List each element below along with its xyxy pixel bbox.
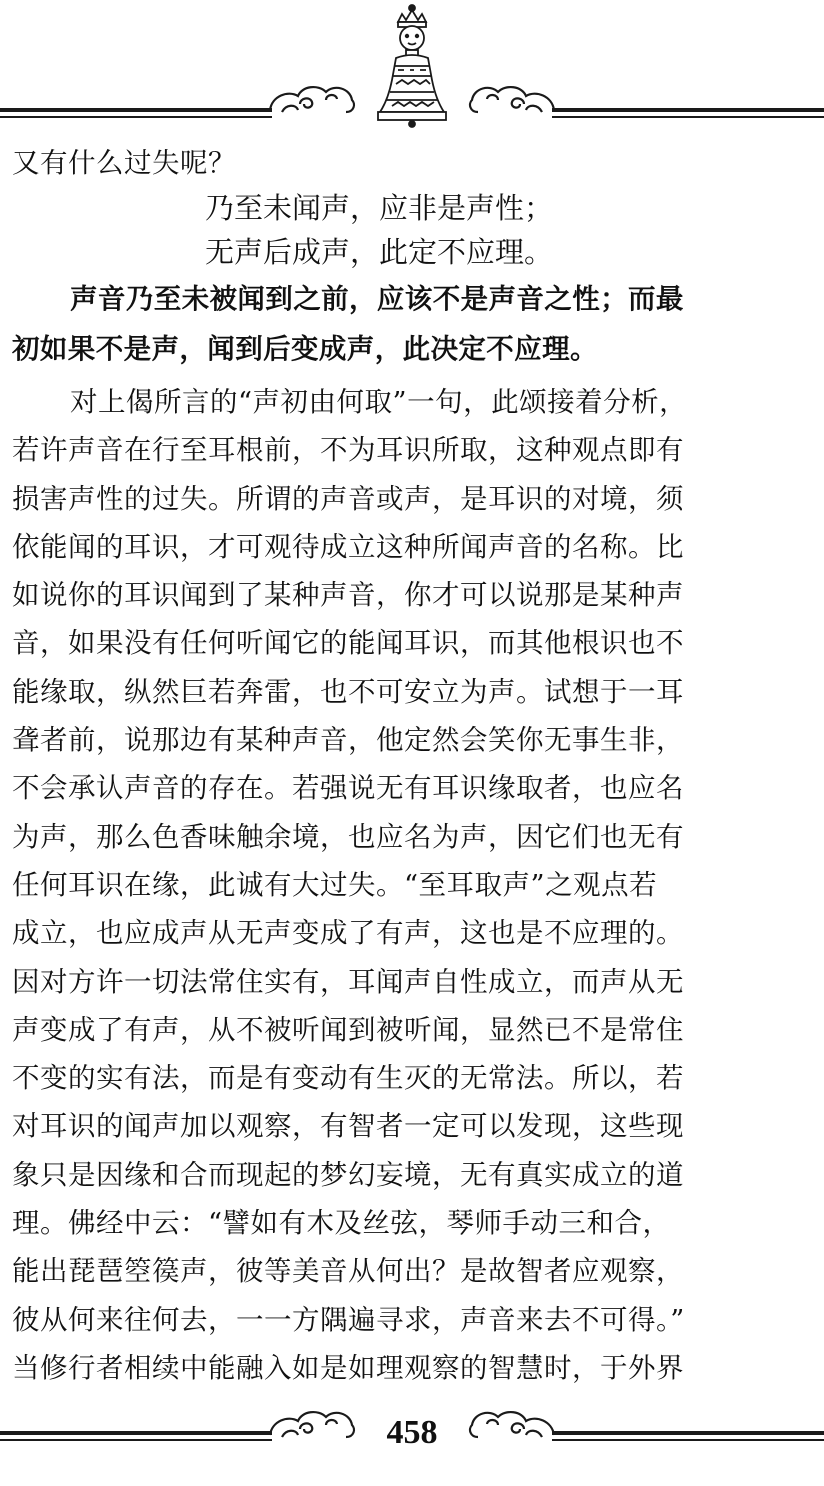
page-content [12, 140, 812, 1392]
explanation-line: 声音乃至未被闻到之前，应该不是声音之性；而最 [70, 283, 684, 315]
page-number: 458 [386, 1414, 438, 1451]
commentary-line: 成立，也应成声从无声变成了有声，这也是不应理的。 [12, 917, 684, 950]
page-header [0, 0, 824, 135]
cloud-scroll-icon [270, 1412, 354, 1437]
cloud-scroll-icon [470, 1412, 554, 1437]
commentary-line: 不会承认声音的存在。若强说无有耳识缘取者，也应名 [12, 772, 684, 805]
commentary-line: 理。佛经中云：“譬如有木及丝弦，琴师手动三和合， [12, 1207, 671, 1240]
page-footer [0, 1405, 824, 1465]
commentary-line: 因对方许一切法常住实有，耳闻声自性成立，而声从无 [12, 965, 684, 998]
commentary-line: 能缘取，纵然巨若奔雷，也不可安立为声。试想于一耳 [12, 675, 684, 708]
explanation-block [12, 274, 812, 374]
header-rule-right [552, 110, 824, 117]
cloud-scroll-icon [270, 87, 354, 112]
verse-line: 乃至未闻声，应非是声性； [205, 191, 554, 225]
verse-block [12, 186, 812, 274]
commentary-line: 能出琵琶箜篌声，彼等美音从何出？是故智者应观察， [12, 1255, 684, 1288]
intro-line: 又有什么过失呢？ [12, 147, 236, 179]
commentary-line: 如说你的耳识闻到了某种声音，你才可以说那是某种声 [12, 579, 684, 612]
deity-bell-icon [378, 5, 446, 127]
verse-line: 无声后成声，此定不应理。 [205, 235, 554, 269]
commentary-line: 彼从何来往何去，一一方隅遍寻求，声音来去不可得。” [12, 1303, 685, 1336]
commentary-line: 对上偈所言的“声初由何取”一句，此颂接着分析， [70, 386, 688, 418]
commentary-block [12, 378, 812, 1392]
commentary-line: 对耳识的闻声加以观察，有智者一定可以发现，这些现 [12, 1110, 684, 1143]
commentary-line: 为声，那么色香味触余境，也应名为声，因它们也无有 [12, 820, 684, 853]
commentary-line: 聋者前，说那边有某种声音，他定然会笑你无事生非， [12, 724, 684, 757]
footer-rule-left [0, 1433, 272, 1440]
commentary-line: 若许声音在行至耳根前，不为耳识所取，这种观点即有 [12, 434, 684, 467]
footer-rule-right [552, 1433, 824, 1440]
commentary-line: 音，如果没有任何听闻它的能闻耳识，而其他根识也不 [12, 627, 684, 660]
commentary-line: 依能闻的耳识，才可观待成立这种所闻声音的名称。比 [12, 530, 684, 563]
commentary-line: 损害声性的过失。所谓的声音或声，是耳识的对境，须 [12, 482, 684, 515]
explanation-line: 初如果不是声，闻到后变成声，此决定不应理。 [12, 333, 598, 365]
header-rule-left [0, 110, 272, 117]
commentary-line: 不变的实有法，而是有变动有生灭的无常法。所以，若 [12, 1062, 684, 1095]
cloud-scroll-icon [470, 87, 554, 112]
header-ornament [0, 0, 824, 135]
commentary-line: 象只是因缘和合而现起的梦幻妄境，无有真实成立的道 [12, 1158, 684, 1191]
commentary-line: 声变成了有声，从不被听闻到被听闻，显然已不是常住 [12, 1013, 684, 1046]
commentary-line: 任何耳识在缘，此诚有大过失。“至耳取声”之观点若 [12, 868, 658, 901]
commentary-line: 当修行者相续中能融入如是如理观察的智慧时，于外界 [12, 1351, 684, 1384]
